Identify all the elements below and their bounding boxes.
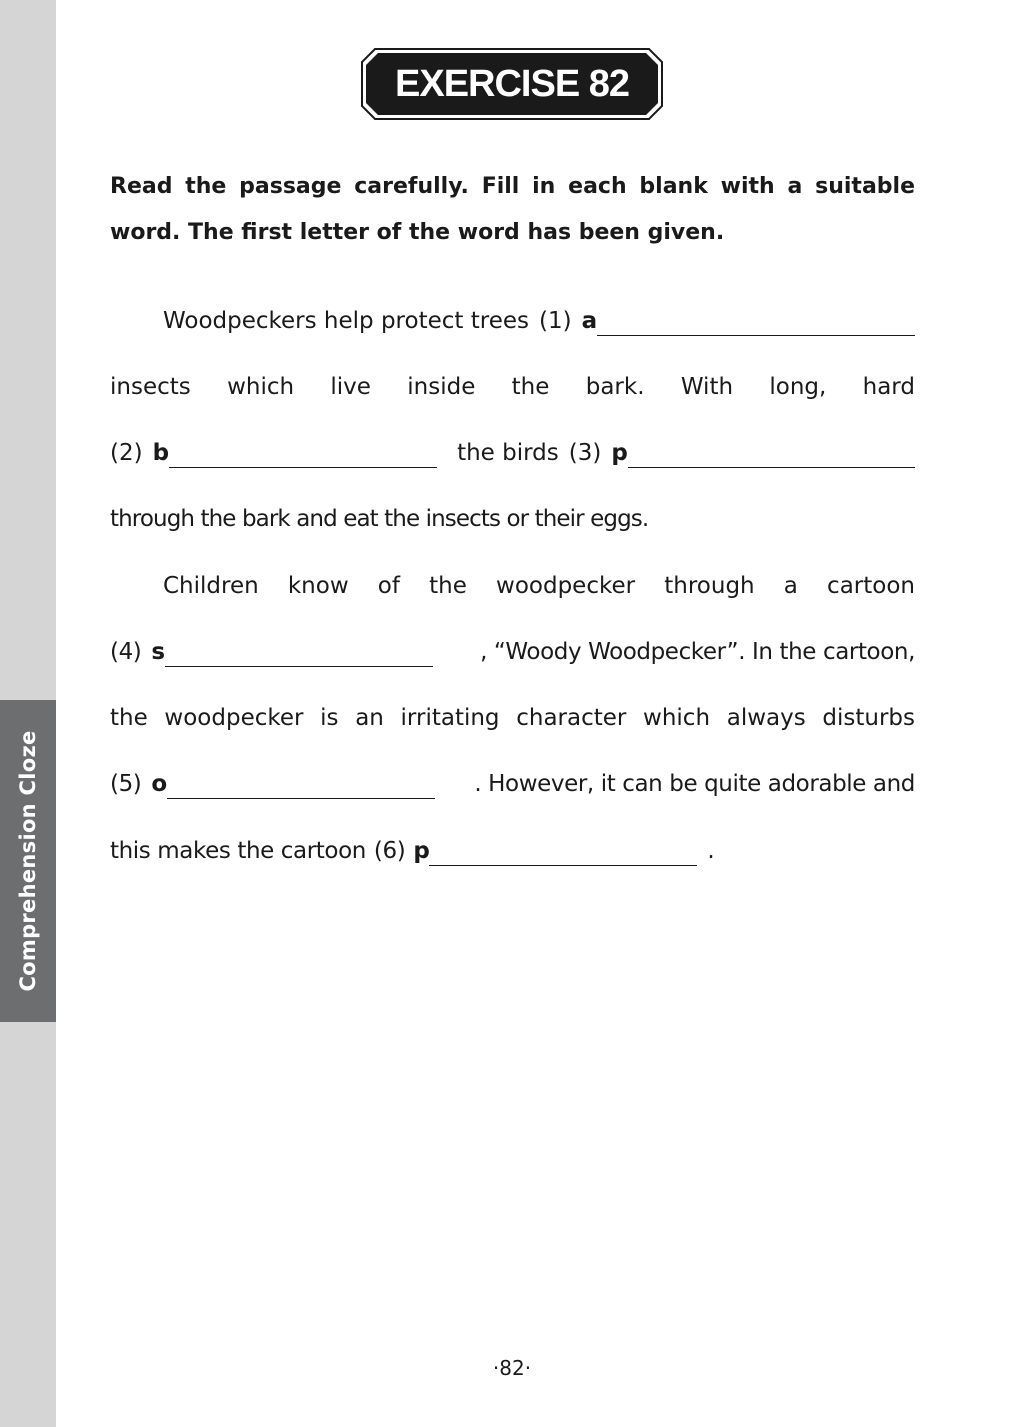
- passage-line-2: [110, 362, 915, 402]
- hint-letter-2: b: [152, 440, 170, 466]
- passage-text: the birds: [457, 440, 559, 466]
- passage-word: which: [227, 374, 295, 400]
- passage-word: an: [355, 705, 384, 731]
- passage-word: know: [287, 573, 349, 599]
- passage-line-1: [110, 296, 915, 336]
- passage-word: which: [643, 705, 711, 731]
- passage-word: insects: [110, 374, 191, 400]
- passage-word: always: [726, 705, 806, 731]
- question-number-2: (2): [110, 440, 143, 466]
- hint-letter-1: a: [581, 308, 598, 334]
- section-tab: [0, 700, 56, 1022]
- instructions: Read the passage carefully. Fill in each blank with a suitable word. The first letter of the word has been given.: [110, 174, 915, 245]
- answer-blank-1[interactable]: [597, 308, 915, 336]
- answer-blank-6[interactable]: [429, 838, 697, 866]
- page-number: ·82·: [492, 1356, 532, 1380]
- passage-text: , “Woody Woodpecker”. In the cartoon,: [480, 639, 915, 665]
- passage-line-3: [110, 428, 915, 468]
- exercise-title-badge: [361, 48, 663, 120]
- passage-line-7: [110, 693, 915, 733]
- passage-line-6: [110, 627, 915, 667]
- section-tab-label: Comprehension Cloze: [16, 730, 40, 992]
- passage-word: long,: [769, 374, 827, 400]
- hint-letter-3: p: [611, 440, 628, 466]
- hint-letter-4: s: [151, 639, 165, 665]
- hint-letter-5: o: [151, 771, 167, 797]
- answer-blank-4[interactable]: [165, 639, 433, 667]
- passage-text: . However, it can be quite adorable and: [474, 771, 915, 797]
- passage-word: disturbs: [822, 705, 915, 731]
- passage-word: character: [516, 705, 627, 731]
- passage-text: through the bark and eat the insects or their eggs.: [110, 506, 649, 532]
- passage-word: of: [377, 573, 400, 599]
- answer-blank-3[interactable]: [628, 440, 915, 468]
- passage-word: is: [320, 705, 339, 731]
- passage-word: a: [783, 573, 798, 599]
- passage-word: cartoon: [827, 573, 915, 599]
- passage-word: the: [511, 374, 550, 400]
- passage-word: live: [330, 374, 371, 400]
- passage-text: this makes the cartoon: [110, 838, 366, 864]
- passage-word: irritating: [400, 705, 500, 731]
- passage-word: woodpecker: [164, 705, 304, 731]
- passage-text: .: [707, 838, 715, 864]
- question-number-5: (5): [110, 771, 142, 797]
- passage-line-9: [110, 826, 915, 866]
- question-number-3: (3): [568, 440, 602, 466]
- passage-line-8: [110, 759, 915, 799]
- passage-word: woodpecker: [496, 573, 636, 599]
- passage-word: hard: [862, 374, 915, 400]
- passage-word: the: [110, 705, 148, 731]
- passage-word: through: [664, 573, 755, 599]
- passage-word: Children: [163, 573, 259, 599]
- hint-letter-6: p: [413, 838, 430, 864]
- question-number-4: (4): [110, 639, 142, 665]
- passage-word: With: [680, 374, 734, 400]
- passage-words: [163, 571, 915, 601]
- passage-line-5: [110, 561, 915, 601]
- passage-word: the: [429, 573, 467, 599]
- passage-word: inside: [407, 374, 476, 400]
- passage-line-4: [110, 494, 915, 534]
- answer-blank-5[interactable]: [167, 771, 435, 799]
- question-number-1: (1): [538, 308, 572, 334]
- page-title: EXERCISE 82: [395, 63, 629, 105]
- passage-word: bark.: [585, 374, 645, 400]
- question-number-6: (6): [373, 838, 406, 864]
- passage-text: Woodpeckers help protect trees: [163, 308, 529, 334]
- answer-blank-2[interactable]: [169, 440, 437, 468]
